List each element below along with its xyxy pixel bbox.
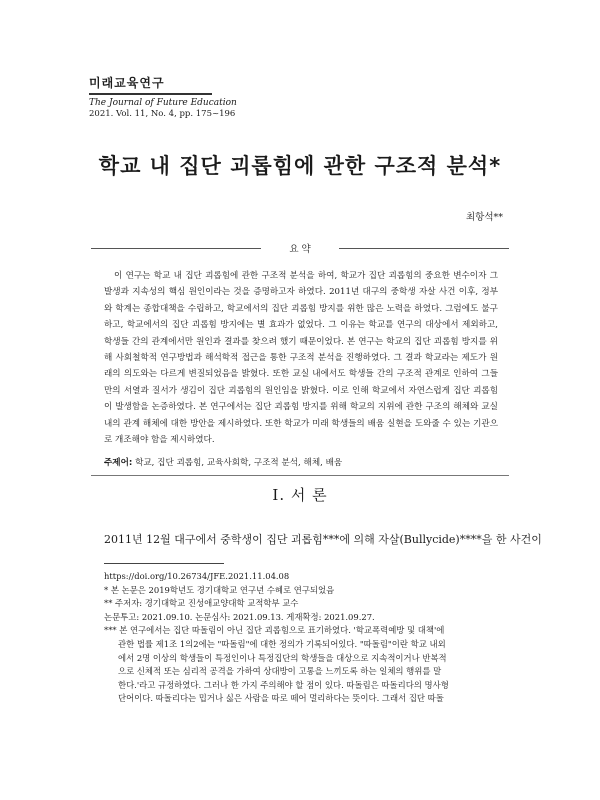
abstract-header: [91, 242, 509, 254]
footnote-dates: 논문투고: 2021.09.10. 논문심사: 2021.09.13. 게재확정: 2021.09.27.: [104, 611, 375, 622]
doi-link[interactable]: https://doi.org/10.26734/JFE.2021.11.04.08: [104, 571, 290, 581]
footnote-line: *** 본 연구에서는 집단 따돌림이 아닌 집단 괴롭힘으로 표기하였다. '학교폭력예방 및 대책'에: [104, 625, 445, 636]
body-paragraph: 2011년 12월 대구에서 중학생이 집단 괴롭힘***에 의해 자살(Bullycide)****을 한 사건이: [104, 533, 542, 546]
keywords: [104, 456, 342, 468]
paper-title: 학교 내 집단 괴롭힘에 관한 구조적 분석*: [98, 154, 502, 178]
footnote-rule: [104, 563, 224, 564]
journal-header: [89, 74, 237, 119]
journal-name: 미래교육연구: [89, 74, 212, 95]
footnote-note3: [104, 624, 514, 706]
journal-volume: 2021. Vol. 11, No. 4, pp. 175~196: [89, 109, 236, 119]
footnote-author: ** 주저자: 경기대학교 진성애교양대학 교적학부 교수: [104, 598, 299, 609]
footnote-line: 에서 2명 이상의 학생들이 특정인이나 특정집단의 학생들을 대상으로 지속적이거나 반복적: [118, 652, 447, 663]
footnote-line: 관한 법률 제1조 1의2에는 "따돌림"에 대한 정의가 기록되어있다. "따돌림"이란 학교 내외: [118, 638, 446, 649]
footnotes: [104, 570, 514, 706]
abstract-rule-right: [339, 248, 509, 249]
keywords-list: 학교, 집단 괴롭힘, 교육사회학, 구조적 분석, 해체, 배움: [135, 458, 343, 468]
abstract-text: 이 연구는 학교 내 집단 괴롭힘에 관한 구조적 분석을 하여, 학교가 집단 괴롭힘의 중요한 변수이자 그 발생과 지속성의 핵심 원인이라는 것을 증명하고자 하였다. 2011년 대구의 중학생 자살 사건 이후, 정부와 학계는 종합대책을 수립하고, 학교에서의 집단 괴롭힘 방지를 위한 많은 노력을 하였다. 그럼에도 불구하고, 학교에서의 집단 괴롭힘 방지에는 별 효과가 없었다. 그 이유는 학교를 연구의 대상에서 제외하고, 학생들 간의 관계에서만 원인과 결과를 찾으려 했기 때문이었다. 본 연구는 학교의 집단 괴롭힘 방지를 위해 사회철학적 연구방법과 해석학적 접근을 통한 구조적 분석을 진행하였다. 그 결과 학교라는 제도가 원래의 의도와는 다르게 변질되었음을 밝혔다. 또한 교실 내에서도 학생들 간의 구조적 관계로 인하여 그들만의 서열과 질서가 생김이 집단 괴롭힘의 원인임을 밝혔다. 이로 인해 학교에서 자연스럽게 집단 괴롭힘이 발생함을 논증하였다. 본 연구에서는 집단 괴롭힘 방지를 위해 학교의 지위에 관한 구조의 해체와 교실 내의 관계 해체에 대한 방안을 제시하였다. 또한 학교가 미래 학생들의 배움 실현을 도와줄 수 있는 기관으로 개조해야 함을 제시하였다.: [104, 271, 498, 446]
keywords-label: 주제어:: [104, 458, 133, 468]
abstract-label: 요 약: [289, 244, 311, 255]
journal-english-name: The Journal of Future Education: [89, 98, 237, 108]
footnote-line: 단어이다. 따돌리다는 밉거나 싫은 사람을 따로 떼어 멀리하다는 뜻이다. 그래서 집단 따돌: [118, 693, 444, 704]
author: 최항석**: [465, 212, 503, 223]
footnote-funding: * 본 논문은 2019학년도 경기대학교 연구년 수혜로 연구되었음: [104, 584, 335, 595]
section-heading: Ⅰ. 서 론: [272, 486, 328, 504]
abstract-bottom-rule: [91, 475, 509, 476]
footnote-line: 한다.'라고 규정하였다. 그러나 한 가지 주의해야 할 점이 있다. 따돌림은 따돌리다의 명사형: [118, 679, 449, 690]
footnote-line: 으로 신체적 또는 심리적 공격을 가하여 상대방이 고통을 느끼도록 하는 일체의 행위를 말: [118, 666, 442, 677]
